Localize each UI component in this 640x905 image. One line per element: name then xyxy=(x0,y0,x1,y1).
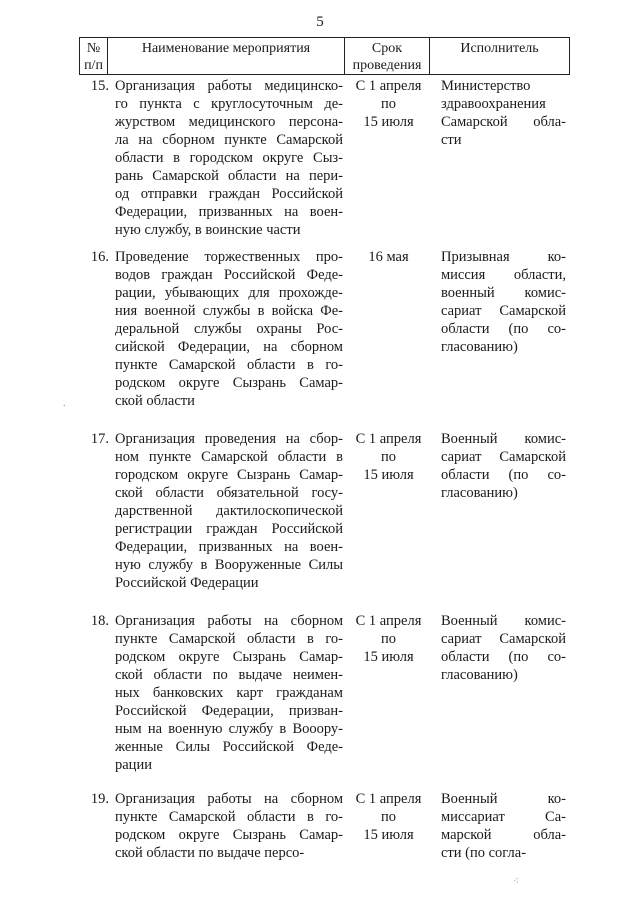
row-name-line: Федерации, призванных на воен- xyxy=(115,539,343,555)
row-executor-line: военный комис- xyxy=(441,285,566,301)
row-name xyxy=(115,248,343,410)
row-name-line: сийской Федерации, на сборном xyxy=(115,339,343,355)
row-term-line: по xyxy=(380,809,396,825)
row-name-line: ным на военную службу в Вооору- xyxy=(115,721,343,737)
row-name-line: ных банковских карт гражданам xyxy=(115,685,343,701)
row-name-line: рации, убывающих для прохожде- xyxy=(115,285,343,301)
row-executor-line: области (по со- xyxy=(441,321,566,337)
row-term-line: С 1 апреля xyxy=(355,431,422,447)
row-term xyxy=(347,248,430,266)
row-term-line: С 1 апреля xyxy=(355,613,422,629)
row-executor-line: здравоохранения xyxy=(441,96,546,112)
row-name-line: Организация проведения на сбор- xyxy=(115,431,343,447)
row-executor-line: области (по со- xyxy=(441,467,566,483)
row-name-line: ную службу, в воинские части xyxy=(115,222,301,238)
row-name-line: родском округе Сызрань Самар- xyxy=(115,649,343,665)
row-executor xyxy=(441,430,566,502)
row-name-line: ла на сборном пункте Самарской xyxy=(115,132,343,148)
row-name xyxy=(115,790,343,862)
row-name xyxy=(115,612,343,774)
row-name xyxy=(115,77,343,239)
row-name-line: пункте Самарской области в го- xyxy=(115,357,343,373)
row-name-line: Организация работы медицинско- xyxy=(115,78,343,94)
row-term xyxy=(347,430,430,484)
row-executor-line: сти xyxy=(441,132,462,148)
row-term xyxy=(347,77,430,131)
row-name-line: водов граждан Российской Феде- xyxy=(115,267,343,283)
row-executor-line: Министерство xyxy=(441,78,531,94)
row-number: 15. xyxy=(90,78,109,94)
row-executor-line: сариат Самарской xyxy=(441,631,566,647)
row-executor-line: миссариат Са- xyxy=(441,809,566,825)
row-name-line: ской области по выдаче неимен- xyxy=(115,667,343,683)
row-name-line: ном пункте Самарской области в xyxy=(115,449,343,465)
row-name-line: дарственной дактилоскопической xyxy=(115,503,343,519)
row-name-line: од отправки граждан Российской xyxy=(115,186,343,202)
row-name-line: рации xyxy=(115,757,152,773)
row-executor xyxy=(441,790,566,862)
row-executor-line: марской обла- xyxy=(441,827,566,843)
header-term: Срок проведения xyxy=(345,38,430,74)
row-name-line: области в городском округе Сыз- xyxy=(115,150,343,166)
row-name-line: ской области по выдаче персо- xyxy=(115,845,305,861)
row-executor-line: сти (по согла- xyxy=(441,845,527,861)
row-executor-line: гласованию) xyxy=(441,339,518,355)
row-executor-line: гласованию) xyxy=(441,667,518,683)
row-term xyxy=(347,612,430,666)
row-name-line: Российской Федерации xyxy=(115,575,259,591)
row-term-line: по xyxy=(380,631,396,647)
row-term xyxy=(347,790,430,844)
row-executor-line: Призывная ко- xyxy=(441,249,566,265)
row-term-line: 16 мая xyxy=(368,249,409,265)
row-name-line: ской области xyxy=(115,393,195,409)
row-name-line: деральной службы охраны Рос- xyxy=(115,321,343,337)
row-name-line: Организация работы на сборном xyxy=(115,613,343,629)
row-executor xyxy=(441,77,566,149)
row-name-line: журством медицинского персона- xyxy=(115,114,343,130)
row-executor-line: Военный комис- xyxy=(441,431,566,447)
row-name-line: пункте Самарской области в го- xyxy=(115,631,343,647)
row-executor-line: сариат Самарской xyxy=(441,303,566,319)
scan-speck: . xyxy=(63,398,66,409)
row-term-line: 15 июля xyxy=(363,827,414,843)
header-num: № п/п xyxy=(80,38,108,74)
row-term-line: по xyxy=(380,449,396,465)
table-header xyxy=(79,37,570,75)
row-executor-line: сариат Самарской xyxy=(441,449,566,465)
row-executor-line: миссия области, xyxy=(441,267,566,283)
row-number: 16. xyxy=(90,249,109,265)
row-term-line: С 1 апреля xyxy=(355,78,422,94)
row-number: 19. xyxy=(90,791,109,807)
row-name-line: родском округе Сызрань Самар- xyxy=(115,375,343,391)
row-term-line: по xyxy=(380,96,396,112)
row-executor-line: Самарской обла- xyxy=(441,114,566,130)
header-executor: Исполнитель xyxy=(460,41,539,56)
row-executor-line: области (по со- xyxy=(441,649,566,665)
row-executor xyxy=(441,248,566,356)
row-term-line: 15 июля xyxy=(363,649,414,665)
row-executor-line: гласованию) xyxy=(441,485,518,501)
row-name-line: женные Силы Российской Феде- xyxy=(115,739,343,755)
row-name-line: ную службу в Вооруженные Силы xyxy=(115,557,343,573)
row-name-line: го пункта с круглосуточным де- xyxy=(115,96,343,112)
row-name-line: Федерации, призванных на воен- xyxy=(115,204,343,220)
row-term-line: 15 июля xyxy=(363,114,414,130)
row-name-line: родском округе Сызрань Самар- xyxy=(115,827,343,843)
row-name-line: Российской Федерации, призван- xyxy=(115,703,343,719)
row-term-line: 15 июля xyxy=(363,467,414,483)
row-executor-line: Военный ко- xyxy=(441,791,566,807)
row-name-line: рань Самарской области на пери- xyxy=(115,168,343,184)
row-number: 17. xyxy=(90,431,109,447)
row-name-line: регистрации граждан Российской xyxy=(115,521,343,537)
row-executor xyxy=(441,612,566,684)
page-number: 5 xyxy=(316,14,324,30)
row-name-line: ния военной службы в войска Фе- xyxy=(115,303,343,319)
header-name: Наименование мероприятия xyxy=(108,38,345,74)
row-executor-line: Военный комис- xyxy=(441,613,566,629)
row-name-line: пункте Самарской области в го- xyxy=(115,809,343,825)
row-name-line: городском округе Сызрань Самар- xyxy=(115,467,343,483)
row-term-line: С 1 апреля xyxy=(355,791,422,807)
row-name xyxy=(115,430,343,592)
scan-speck: ⁖ xyxy=(513,876,519,887)
row-name-line: ской области обязательной госу- xyxy=(115,485,343,501)
row-number: 18. xyxy=(90,613,109,629)
row-name-line: Организация работы на сборном xyxy=(115,791,343,807)
row-name-line: Проведение торжественных про- xyxy=(115,249,343,265)
